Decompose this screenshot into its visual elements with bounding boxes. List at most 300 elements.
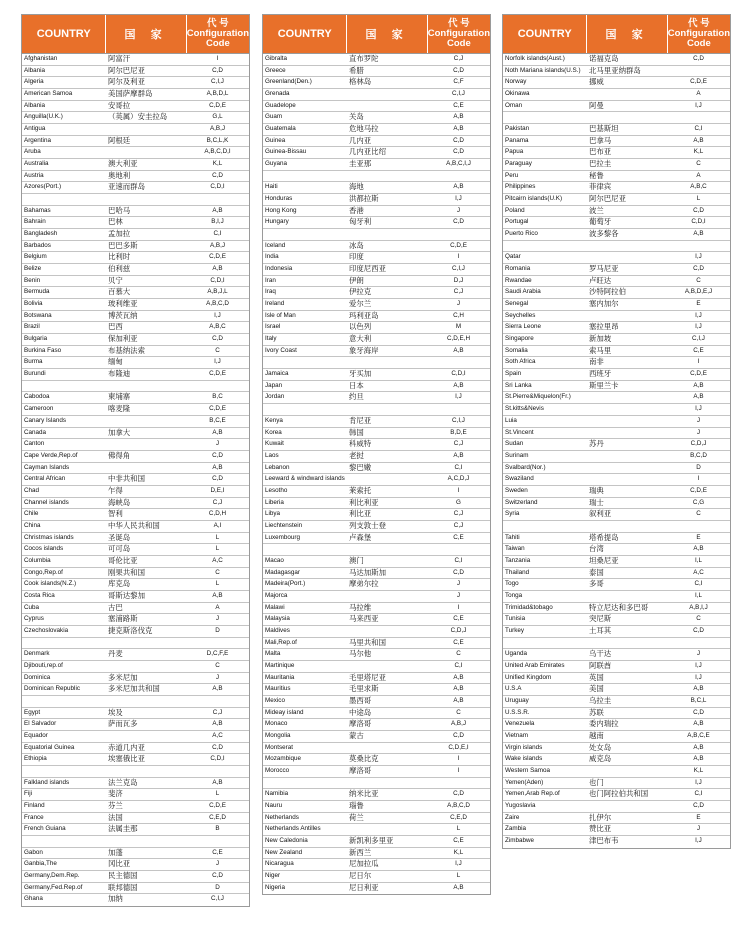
- country-name: Canary Islands: [24, 416, 66, 424]
- country-name-chinese: 加纳: [108, 894, 123, 904]
- table-row: [22, 754, 249, 766]
- table-row: [22, 124, 249, 136]
- country-name: Laos: [265, 451, 279, 459]
- country-name: Maldives: [265, 626, 290, 634]
- configuration-code: K,L: [693, 766, 704, 774]
- country-name-chinese: 越南: [589, 730, 604, 740]
- country-name: Libya: [265, 510, 281, 518]
- table-row: [22, 299, 249, 311]
- country-name-chinese: [587, 416, 667, 427]
- configuration-code: C,D: [693, 626, 704, 634]
- country-name-chinese: 波兰: [589, 205, 604, 215]
- configuration-code: M: [455, 323, 462, 331]
- configuration-code: J: [215, 673, 220, 681]
- table-row: [263, 638, 490, 650]
- table-row: [263, 533, 490, 545]
- country-name: Bolivia: [24, 300, 43, 308]
- country-name-chinese: 巴布亚: [589, 147, 612, 157]
- configuration-code: I,J: [695, 405, 702, 413]
- country-name: Tanzania: [505, 556, 531, 564]
- table-row: [22, 533, 249, 545]
- country-name-chinese: 阿富汗: [108, 54, 131, 63]
- country-name-chinese: 哥伦比亚: [108, 555, 138, 565]
- configuration-code: L: [215, 545, 220, 553]
- country-name: Canton: [24, 440, 45, 448]
- configuration-code: A,B: [693, 685, 704, 693]
- configuration-code: C,D: [212, 171, 223, 179]
- country-name-chinese: 孟加拉: [108, 229, 131, 239]
- country-name-chinese: [587, 89, 667, 100]
- table-row: [22, 369, 249, 381]
- table-row: [263, 661, 490, 673]
- country-name: Argentina: [24, 136, 51, 144]
- country-name-chinese: 加蓬: [108, 847, 123, 857]
- country-name: [263, 357, 347, 368]
- country-name-chinese: 阿曼: [589, 100, 604, 110]
- configuration-code: C,D: [212, 335, 223, 343]
- table-row: [503, 486, 730, 498]
- country-name-chinese: 菲律宾: [589, 182, 612, 192]
- country-name-chinese: 牙买加: [349, 369, 372, 379]
- country-name: Austria: [24, 171, 44, 179]
- country-name: Paraguay: [505, 160, 532, 168]
- configuration-code: A,B: [453, 125, 464, 133]
- configuration-code: C,I,J: [452, 265, 465, 273]
- table-row: [503, 357, 730, 369]
- table-row: [263, 252, 490, 264]
- country-name: Guyana: [265, 160, 288, 168]
- configuration-code: K,L: [212, 160, 223, 168]
- country-name-chinese: 亚速而群岛: [108, 182, 145, 192]
- header-code-en1: Configuration: [667, 28, 730, 39]
- country-name-chinese: 乌拉圭: [589, 695, 612, 705]
- country-name: Montserat: [265, 743, 293, 751]
- table-row: [503, 544, 730, 556]
- configuration-code: A,B: [693, 755, 704, 763]
- configuration-code: B,C,L: [690, 696, 707, 704]
- country-name: Cyprus: [24, 615, 44, 623]
- table-row: [263, 241, 490, 253]
- table-row: [22, 159, 249, 171]
- table-row: [22, 147, 249, 159]
- table-row: [22, 428, 249, 440]
- table-row: [503, 754, 730, 766]
- configuration-code: A,B: [693, 720, 704, 728]
- country-name-chinese: 马达加斯加: [349, 567, 386, 577]
- country-name-chinese: 乍得: [108, 485, 123, 495]
- table-row: [503, 299, 730, 311]
- configuration-code: [427, 229, 490, 240]
- country-name: Singapore: [505, 335, 534, 343]
- table-row: [263, 311, 490, 323]
- country-name: Hungary: [265, 218, 289, 226]
- country-name-chinese: [347, 778, 427, 789]
- country-name-chinese: [347, 544, 427, 555]
- country-name-chinese: 埃塞俄比亚: [108, 754, 145, 764]
- configuration-code: A,B,C,D: [206, 300, 229, 308]
- country-name-chinese: [347, 404, 427, 415]
- configuration-code: A,B: [453, 673, 464, 681]
- country-name: Netherlands Antilles: [265, 825, 321, 833]
- table-row: [22, 883, 249, 895]
- configuration-code: C,E: [453, 533, 464, 541]
- country-name: [503, 112, 587, 123]
- country-name: Lesotho: [265, 486, 288, 494]
- configuration-code: A,I: [213, 521, 222, 529]
- table-row: [503, 392, 730, 404]
- country-name-chinese: 土耳其: [589, 625, 612, 635]
- configuration-code: [667, 241, 730, 252]
- country-name: New Zealand: [265, 848, 303, 856]
- country-name: Philippines: [505, 183, 536, 191]
- configuration-code: [186, 836, 249, 847]
- table-row: [263, 124, 490, 136]
- table-row: [22, 276, 249, 288]
- country-name-chinese: 坦桑尼亚: [589, 555, 619, 565]
- configuration-code: C: [456, 650, 461, 658]
- table-row: [22, 474, 249, 486]
- country-name-chinese: 圣诞岛: [108, 532, 131, 542]
- country-name: Iran: [265, 276, 276, 284]
- country-name-chinese: 刚果共和国: [108, 567, 145, 577]
- country-name-chinese: 斐济: [108, 789, 123, 799]
- country-name-chinese: 荷兰: [349, 812, 364, 822]
- country-name-chinese: 直布罗陀: [349, 54, 379, 63]
- country-name: Gibralta: [265, 55, 288, 62]
- country-name: El Salvador: [24, 720, 57, 728]
- table-row: [263, 708, 490, 720]
- country-name: Jordan: [265, 393, 285, 401]
- country-name-chinese: 格林岛: [349, 77, 372, 87]
- country-name-chinese: 特立尼达和多巴哥: [589, 602, 649, 612]
- table-row: [503, 416, 730, 428]
- table-row: [22, 171, 249, 183]
- configuration-code: A,B: [453, 381, 464, 389]
- country-name-chinese: 也门阿拉伯共和国: [589, 789, 649, 799]
- country-name: Togo: [505, 580, 519, 588]
- table-row: [22, 661, 249, 673]
- country-name-chinese: 布隆迪: [108, 369, 131, 379]
- configuration-code: C,J: [453, 521, 464, 529]
- table-row: [22, 591, 249, 603]
- country-name-chinese: 关岛: [349, 112, 364, 122]
- country-name: Japan: [265, 381, 283, 389]
- country-name: Iceland: [265, 241, 286, 249]
- table-row: [503, 439, 730, 451]
- country-name-chinese: 玻利维亚: [108, 299, 138, 309]
- country-name-chinese: 多米尼加: [108, 672, 138, 682]
- table-row: [22, 743, 249, 755]
- configuration-code: I: [697, 475, 700, 483]
- country-name: Bahrain: [24, 218, 46, 226]
- country-name-chinese: [587, 241, 667, 252]
- table-row: [503, 124, 730, 136]
- table-row: [22, 451, 249, 463]
- configuration-code: A,B: [453, 883, 464, 891]
- configuration-code: C,H: [453, 311, 464, 319]
- country-name: Indonesia: [265, 265, 293, 273]
- country-name: Guinea-Bissau: [265, 148, 307, 156]
- configuration-code: C,F: [453, 78, 464, 86]
- configuration-code: C,I: [454, 556, 463, 564]
- table-row: [22, 789, 249, 801]
- table-row: [503, 159, 730, 171]
- table-row: [22, 778, 249, 790]
- country-name: Western Samoa: [505, 766, 551, 774]
- country-name: Senegal: [505, 300, 529, 308]
- country-name: Netherlands: [265, 813, 299, 821]
- country-name: Tunisia: [505, 615, 526, 623]
- country-name: Malaysia: [265, 615, 290, 623]
- country-name: Luxembourg: [265, 533, 301, 541]
- configuration-code: A,B,D,L: [206, 90, 229, 98]
- country-name-chinese: 芬兰: [108, 801, 123, 810]
- configuration-code: A,B: [693, 381, 704, 389]
- country-name: Cabodoa: [24, 393, 50, 401]
- country-name: Wake islands: [505, 755, 543, 763]
- country-name: Luia: [505, 416, 517, 424]
- country-name: Columbia: [24, 556, 51, 564]
- country-name: Dominica: [24, 673, 51, 681]
- table-row: [22, 673, 249, 685]
- configuration-code: I,L: [694, 556, 702, 564]
- configuration-code: I: [457, 766, 460, 774]
- table-row: [263, 66, 490, 78]
- configuration-code: A,C: [212, 731, 223, 739]
- country-name: Uruguay: [505, 696, 529, 704]
- country-name: Papua: [505, 148, 524, 156]
- table-row: [503, 217, 730, 229]
- configuration-code: I,J: [695, 837, 702, 845]
- country-name: Nauru: [265, 802, 283, 809]
- table-row: [503, 766, 730, 778]
- country-name: Liechtenstein: [265, 521, 303, 529]
- table-row: [263, 568, 490, 580]
- table-row: [22, 486, 249, 498]
- configuration-code: A,B: [212, 206, 223, 214]
- country-name: Germany,Dem.Rep.: [24, 872, 80, 880]
- table-row: [503, 334, 730, 346]
- country-table-column-2: [262, 14, 491, 895]
- country-name-chinese: [347, 229, 427, 240]
- header-code: [428, 15, 490, 53]
- configuration-code: C,D: [693, 802, 704, 809]
- table-row: [263, 556, 490, 568]
- country-name-chinese: 百慕大: [108, 287, 131, 297]
- table-row: [22, 801, 249, 813]
- country-name-chinese: 尼日利亚: [349, 882, 379, 892]
- country-name-chinese: 阿联酋: [589, 660, 612, 670]
- table-row: [22, 824, 249, 836]
- country-table-column-1: [21, 14, 250, 907]
- configuration-code: B: [215, 825, 220, 833]
- table-row: [503, 322, 730, 334]
- configuration-code: C,D,E: [690, 78, 707, 86]
- table-row: [263, 112, 490, 124]
- table-row: [503, 649, 730, 661]
- country-name-chinese: 挪威: [589, 77, 604, 87]
- country-name: Yemen(Aden): [505, 778, 544, 786]
- country-name: Panama: [505, 136, 529, 144]
- table-row: [503, 451, 730, 463]
- country-name-chinese: 约旦: [349, 392, 364, 402]
- configuration-code: C,D,E: [209, 802, 226, 809]
- table-row: [263, 778, 490, 790]
- configuration-code: I: [216, 55, 219, 62]
- table-row: [22, 614, 249, 626]
- country-name: Canada: [24, 428, 47, 436]
- configuration-code: [186, 194, 249, 205]
- country-name: St.kitts&Nevis: [505, 405, 544, 413]
- configuration-code: C,D: [453, 731, 464, 739]
- configuration-code: [186, 638, 249, 649]
- country-name: Malawi: [265, 603, 285, 611]
- country-name: Spain: [505, 370, 522, 378]
- table-row: [22, 89, 249, 101]
- table-row: [22, 217, 249, 229]
- configuration-code: A: [696, 90, 701, 98]
- country-name-chinese: 中非共和国: [108, 474, 145, 484]
- configuration-code: I: [457, 253, 460, 261]
- configuration-code: A,B: [453, 346, 464, 354]
- configuration-code: I,J: [455, 860, 462, 868]
- configuration-code: C,E,D: [209, 813, 226, 821]
- country-name: Zaire: [505, 813, 520, 821]
- country-name: Ganbia,The: [24, 860, 57, 868]
- country-name-chinese: 马里共和国: [349, 637, 386, 647]
- country-name-chinese: 哥斯达黎加: [108, 590, 145, 600]
- table-row: [503, 229, 730, 241]
- country-name-chinese: 柬埔寨: [108, 392, 131, 402]
- configuration-code: A,B: [453, 451, 464, 459]
- country-name-chinese: 索马里: [589, 345, 612, 355]
- configuration-code: G: [456, 498, 461, 506]
- configuration-code: C,D,I: [210, 183, 225, 191]
- country-name: Portugal: [505, 218, 529, 226]
- table-row: [22, 638, 249, 650]
- table-row: [263, 346, 490, 358]
- table-row: [263, 159, 490, 171]
- configuration-code: A,B,D,E,J: [684, 288, 713, 296]
- table-row: [503, 708, 730, 720]
- country-name: Germany,Fed.Rep.of: [24, 883, 83, 891]
- table-row: [503, 824, 730, 836]
- country-name-chinese: 新凯利多里亚: [349, 836, 394, 846]
- country-name-chinese: 海地: [349, 182, 364, 192]
- country-name: Soth Africa: [505, 358, 536, 366]
- country-name: Puerto Rico: [505, 230, 538, 238]
- country-name: Nigeria: [265, 883, 285, 891]
- country-name-chinese: 巴林: [108, 217, 123, 227]
- configuration-code: C,I: [694, 790, 703, 798]
- table-row: [22, 346, 249, 358]
- country-name-chinese: 马来西亚: [349, 614, 379, 624]
- table-row: [263, 182, 490, 194]
- table-row: [263, 696, 490, 708]
- table-row: [503, 498, 730, 510]
- configuration-code: C: [696, 615, 701, 623]
- country-name-chinese: 南非: [589, 357, 604, 367]
- country-name-chinese: 保加利亚: [108, 334, 138, 344]
- table-row: [22, 416, 249, 428]
- table-row: [263, 649, 490, 661]
- country-name-chinese: [347, 101, 427, 112]
- configuration-code: L: [456, 825, 461, 833]
- country-name: Burkina Faso: [24, 346, 62, 354]
- country-name-chinese: 赞比亚: [589, 824, 612, 834]
- configuration-code: A,B,C,D: [447, 802, 470, 809]
- configuration-code: [427, 544, 490, 555]
- country-name: Saudi Arabia: [505, 288, 541, 296]
- country-name: Greenland(Den.): [265, 78, 312, 86]
- configuration-code: A,B: [453, 113, 464, 121]
- configuration-code: C: [215, 661, 220, 669]
- table-row: [263, 381, 490, 393]
- country-name: Mali,Rep.of: [265, 638, 297, 646]
- table-row: [263, 217, 490, 229]
- country-name: Unified Kingdom: [505, 673, 552, 681]
- country-name: Anguilla(U.K.): [24, 113, 63, 121]
- country-name-chinese: 古巴: [108, 602, 123, 612]
- country-name-chinese: 安哥拉: [108, 100, 131, 110]
- configuration-code: J: [696, 428, 701, 436]
- country-name-chinese: 马尔他: [349, 649, 372, 659]
- country-name-chinese: 布基纳法索: [108, 345, 145, 355]
- country-name: Guam: [265, 113, 283, 121]
- country-name: Equador: [24, 731, 48, 739]
- configuration-code: J: [456, 206, 461, 214]
- table-row: [22, 404, 249, 416]
- country-name: Fiji: [24, 790, 33, 798]
- country-name: Macao: [265, 556, 284, 564]
- configuration-code: C: [456, 708, 461, 716]
- country-name-chinese: 罗马尼亚: [589, 264, 619, 274]
- configuration-code: J: [215, 440, 220, 448]
- country-name: Lebanon: [265, 463, 290, 471]
- country-name: [22, 194, 106, 205]
- table-row: [503, 603, 730, 615]
- configuration-code: J: [696, 416, 701, 424]
- configuration-code: B,D,E: [450, 428, 467, 436]
- table-row: [263, 276, 490, 288]
- table-row: [263, 428, 490, 440]
- country-name-chinese: 比利时: [108, 252, 131, 262]
- configuration-code: C,D,H: [208, 510, 227, 518]
- header-code-cn: 代 号: [448, 18, 470, 29]
- country-name-chinese: [347, 89, 427, 100]
- configuration-code: A,B: [453, 183, 464, 191]
- country-name: Ethiopia: [24, 755, 47, 763]
- country-name: Bahamas: [24, 206, 51, 214]
- country-name-chinese: [587, 638, 667, 649]
- country-name: Azores(Port.): [24, 183, 62, 191]
- table-row: [263, 673, 490, 685]
- header-code-cn: 代 号: [688, 18, 710, 29]
- country-name: Vietnam: [505, 731, 528, 739]
- country-name: France: [24, 813, 44, 821]
- country-name-chinese: 冈比亚: [108, 859, 131, 869]
- country-name-chinese: 赤道几内亚: [108, 742, 145, 752]
- configuration-code: A,B: [693, 545, 704, 553]
- country-name: Sweden: [505, 486, 528, 494]
- configuration-code: E: [696, 300, 701, 308]
- country-name: Surinam: [505, 451, 529, 459]
- country-name-chinese: [347, 743, 427, 754]
- country-name: Barbados: [24, 241, 51, 249]
- country-name-chinese: 津巴布韦: [589, 836, 619, 846]
- country-name: Mongolia: [265, 731, 291, 739]
- country-name: Tonga: [505, 591, 523, 599]
